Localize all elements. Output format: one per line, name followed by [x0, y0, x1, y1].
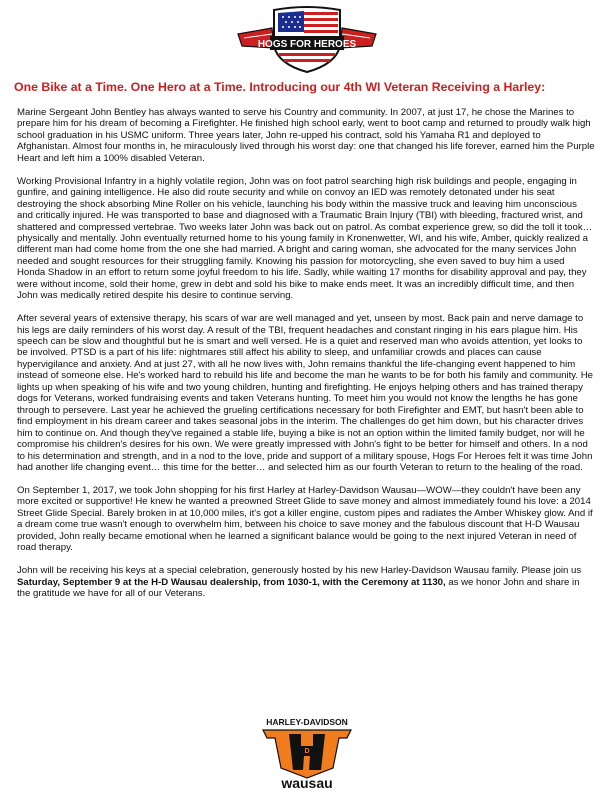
- harley-davidson-wausau-logo: [255, 716, 359, 790]
- closing-intro: John will be receiving his keys at a special celebration, generously hosted by his new Harley-Davidson Wausau family. Please join us: [17, 565, 582, 577]
- closing-paragraph: [17, 565, 595, 599]
- paragraph-2: Working Provisional Infantry in a highly volatile region, John was on foot patrol searching high risk buildings and people, engaging in gunfire, and gaining intelligence. He also did route security and while on convoy an IED was remotely detonated under his seat destroying the shock absorbing Mine Roller on his vehicle, launching his body within the massive truck and leaving him unconscious and critically injured. He was transported to base and diagnosed with a Traumatic Brain Injury (TBI) with bleeding, fractured wrist, and shattered and compressed vertebrae. Two weeks later John was back out on patrol. As combat experience grew, so did the toll it took…physically and mentally. John eventually returned home to his young family in Kronenwetter, WI, and his wife, Amber, quickly realized a different man had come home from the one she had married. A bright and caring woman, she advocated for the many services John needed and sought resources for their struggling family. Knowing his passion for motorcycling, she even saved to buy him a used Honda Shadow in an effort to return some joyful freedom to his life. Sadly, while waiting 17 months for disability approval and pay, they were without income, sold their home, grew in debt and sold his bike to make ends meet. It was an incredibly difficult time, and then John was medically retired despite his desire to continue serving.: [17, 175, 593, 302]
- svg-text:HARLEY-DAVIDSON: HARLEY-DAVIDSON: [266, 717, 348, 727]
- headline: One Bike at a Time. One Hero at a Time. Introducing our 4th WI Veteran Receiving a Harley:: [14, 80, 546, 94]
- svg-text:wausau: wausau: [281, 775, 333, 790]
- paragraph-3: After several years of extensive therapy, his scars of war are well managed and yet, unseen by most. Back pain and nerve damage to his legs are daily reminders of his worst day. A result of the TBI, frequent headaches and constant ringing in his ears plague him. His speech can be slow and thoughtful but he is smart and well versed. He is a quiet and reserved man who avoids attention, yet looks to be involved. PTSD is a part of his life: nightmares still affect his ability to sleep, and unfamiliar crowds and places can cause hypervigilance and anxiety. And at just 27, with all he now lives with, John remains thankful the life-changing event happened to him instead of someone else. He's worked hard to rebuild his life and become the man he wants to be for both his family and community. He lights up when speaking of his wife and two young children, hunting and firefighting. He enjoys helping others and has trained therapy dogs for Veterans, worked fundraising events and taken Veterans hunting. To meet him you would not know the lengths he has gone through to persevere. Last year he achieved the grueling certifications necessary for both Firefighter and EMT, but hasn't been able to find employment in his dream career and takes seasonal jobs in the interim. The challenges do get him down, but his character drives him to continue on. And though they've regained a stable life, buying a bike is not an option within the limited family budget, nor will he compromise his children's desires for his own. We were greatly impressed with John's fight to be better for himself and others. In a nod to his determination and strength, and in a nod to the love, pride and support of a military spouse, Hogs For Heroes felt it was time John had another life changing event… this time for the better… and selected him as our fourth Veteran to return to the healing of the road.: [17, 313, 593, 474]
- paragraph-4: On September 1, 2017, we took John shopping for his first Harley at Harley-Davidson Wausau—WOW—they couldn't have been any more excited or supportive! He knew he wanted a preowned Street Glide to save money and almost immediately found his love: a 2014 Street Glide Special. Barely broken in at 10,000 miles, it's got a killer engine, custom pipes and radiates the Amber Whiskey glow. And if a dream come true wasn't enough to overwhelm him, between his choice to save money and the fabulous discount that H-D Wausau provided, John really became emotional when he learned a significant balance would be going to the next injured Veteran in need of road therapy.: [17, 484, 593, 554]
- article-body: [17, 107, 595, 611]
- svg-text:D: D: [304, 748, 310, 755]
- closing-outro: as we honor John and share in the gratitude we have for all of our Veterans.: [17, 576, 580, 599]
- paragraph-1: Marine Sergeant John Bentley has always wanted to serve his Country and community. In 2007, at just 17, he chose the Marines to prepare him for his dream of becoming a Firefighter. He finished high school early, went to boot camp and returned to proudly walk high school graduation in his USMC uniform. Three years later, John re-upped his contract, sold his Yamaha R1 and deployed to Afghanistan. Almost four months in, he miraculously lived through his worst day: one that changed his life forever, earned him the Purple Heart and left him a 100% disabled Veteran.: [17, 107, 595, 164]
- hogs-for-heroes-logo: [232, 4, 382, 76]
- event-details: Saturday, September 9 at the H-D Wausau dealership, from 1030-1, with the Ceremony at 1130,: [17, 576, 446, 588]
- svg-text:HOGS FOR HEROES: HOGS FOR HEROES: [257, 39, 357, 50]
